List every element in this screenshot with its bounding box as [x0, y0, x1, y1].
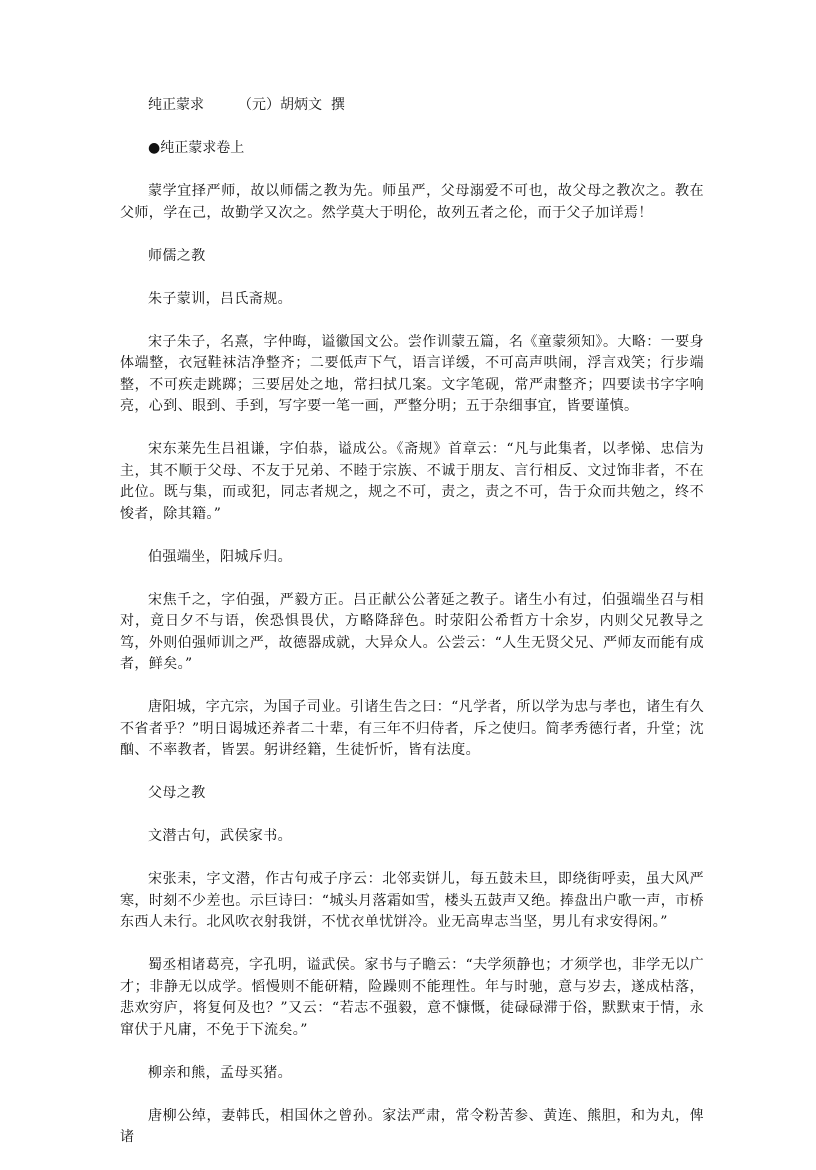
paragraph: 宋张耒，字文潜，作古句戒子序云：北邻卖饼儿，每五鼓未旦，即绕街呼卖，虽大风严寒，时刻不少差也。示巨诗曰：“城头月落霜如雪，楼头五鼓声又绝。捧盘出户歌一声，市桥东西人未行。北风吹衣射我饼，不忧衣单忧饼冷。业无高卑志当坚，男儿有求安得闲。” [120, 871, 704, 930]
paragraph-intro: 蒙学宜择严师，故以师儒之教为先。师虽严，父母溺爱不可也，故父母之教次之。教在父师，学在己，故勤学又次之。然学莫大于明伦，故列五者之伦，而于父子加详焉！ [120, 183, 704, 221]
section-heading: 父母之教 [148, 785, 206, 801]
topic-line: 朱子蒙训，吕氏斋规。 [148, 290, 292, 307]
topic-line: 文潜古句，武侯家书。 [148, 828, 292, 844]
document-title: 纯正蒙求 [148, 97, 204, 113]
document-page [120, 95, 704, 1170]
topic-line: 柳亲和熊，孟母买猪。 [148, 1064, 292, 1081]
volume-heading: ●纯正蒙求卷上 [148, 140, 245, 156]
document-title-line [120, 95, 704, 117]
paragraph: 宋东莱先生吕祖谦，字伯恭，谥成公。《斋规》首章云：“凡与此集者，以孝悌、忠信为主，其不顺于父母、不友于兄弟、不睦于宗族、不诚于朋友、言行相反、文过饰非者，不在此位。既与集，而或犯，同志者规之，规之不可，责之，责之不可，告于众而共勉之，终不悛者，除其籍。” [120, 441, 704, 522]
paragraph: 蜀丞相诸葛亮，字孔明，谥武侯。家书与子瞻云：“夫学须静也；才须学也，非学无以广才；非静无以成学。慆慢则不能研精，险躁则不能理性。年与时驰，意与岁去，遂成枯落，悲欢穷庐，将复何及也？”又云：“若志不强毅，意不慷慨，徒碌碌滞于俗，默默束于情，永窜伏于凡庸，不免于下流矣。” [120, 957, 704, 1038]
paragraph: 宋焦千之，字伯强，严毅方正。吕正献公公著延之教子。诸生小有过，伯强端坐召与相对，竟日夕不与语，俟恐惧畏伏，方略降辞色。时荥阳公希哲方十余岁，内则父兄教导之笃，外则伯强师训之严，故德器成就，大异众人。公尝云：“人生无贤父兄、严师友而能有成者，鲜矣。” [120, 591, 704, 672]
paragraph: 宋子朱子，名熹，字仲晦，谥徽国文公。尝作训蒙五篇，名《童蒙须知》。大略：一要身体端整，衣冠鞋袜洁净整齐；二要低声下气，语言详缓，不可高声哄闹，浮言戏笑；行步端整，不可疾走跳踯；三要居处之地，常扫拭几案。文字笔砚，常严肃整齐；四要读书字字响亮，心到、眼到、手到，写字要一笔一画，严整分明；五于杂细事宜，皆要谨慎。 [120, 333, 704, 414]
section-heading: 师儒之教 [148, 247, 206, 264]
paragraph: 唐阳城，字亢宗，为国子司业。引诸生告之曰：“凡学者，所以学为忠与孝也，诸生有久不省者乎？”明日谒城还养者二十辈，有三年不归侍者，斥之使归。简孝秀德行者，升堂；沈酗、不率教者，皆罢。躬讲经籍，生徒忻忻，皆有法度。 [120, 699, 704, 758]
document-author: （元）胡炳文 撰 [238, 97, 345, 113]
topic-line: 伯强端坐，阳城斥归。 [148, 548, 292, 565]
paragraph: 唐柳公绰，妻韩氏，相国休之曾孙。家法严肃，常令粉苦参、黄连、熊胆，和为丸，俾诸 [120, 1107, 704, 1145]
